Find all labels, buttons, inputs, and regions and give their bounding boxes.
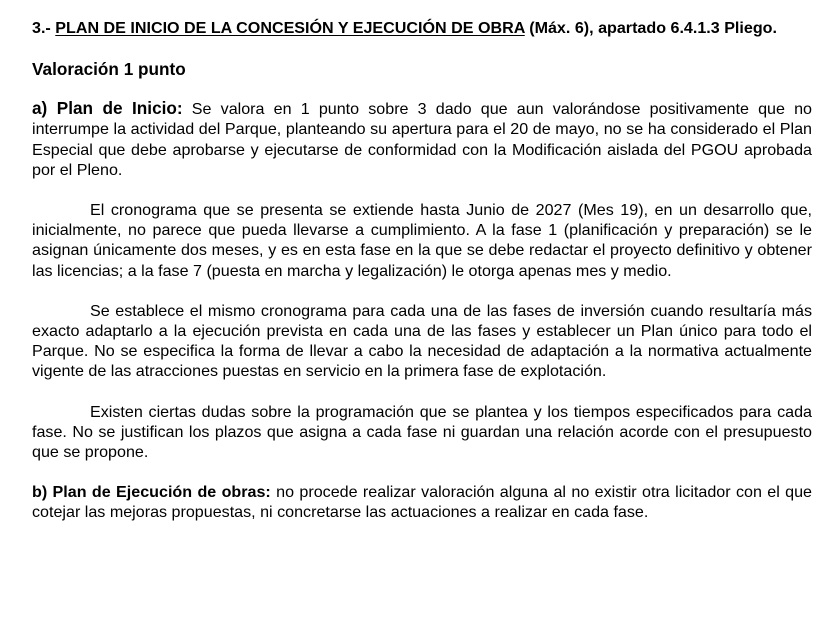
section-b-paragraph: [32, 482, 812, 522]
body-paragraph-cronograma: El cronograma que se presenta se extiende hasta Junio de 2027 (Mes 19), en un desarrollo que, inicialmente, no parece que pueda llevarse a cumplimiento. A la fase 1 (planificación y preparación) se le asignan únicamente dos meses, y es en esta fase en la que se debe redactar el proyecto definitivo y obtener las licencias; a la fase 7 (puesta en marcha y legalización) le otorga apenas mes y medio.: [32, 201, 812, 280]
section-b-text: no procede realizar valoración alguna al no existir otra licitador con el que cotejar las mejoras propuestas, ni concretarse las actuaciones a realizar en cada fase.: [32, 483, 813, 522]
section-b-label: b) Plan de Ejecución de obras:: [32, 483, 271, 502]
section-heading: [32, 18, 812, 38]
heading-suffix: (Máx. 6), apartado 6.4.1.3 Pliego.: [524, 19, 777, 37]
document-page: [32, 18, 812, 523]
section-a-label: a) Plan de Inicio:: [32, 98, 183, 119]
heading-title: PLAN DE INICIO DE LA CONCESIÓN Y EJECUCIÓN DE OBRA: [55, 19, 525, 37]
section-a-text: Se valora en 1 punto sobre 3 dado que aun valorándose positivamente que no interrumpe la actividad del Parque, planteando su apertura para el 20 de mayo, no se ha considerado el Plan Especial que debe aprobarse y ejecutarse de conformidad con la Modificación aislada del PGOU aprobada por el Pleno.: [32, 100, 812, 179]
body-paragraph-dudas: Existen ciertas dudas sobre la programación que se plantea y los tiempos especificados para cada fase. No se justifican los plazos que asigna a cada fase ni guardan una relación acorde con el presupuesto que se propone.: [32, 402, 812, 462]
section-a-paragraph: [32, 98, 812, 180]
heading-prefix: 3.-: [32, 19, 56, 37]
body-paragraph-fases: Se establece el mismo cronograma para cada una de las fases de inversión cuando resultaría más exacto adaptarlo a la ejecución prevista en cada una de las fases y establecer un Plan único para todo el Parque. No se especifica la forma de llevar a cabo la necesidad de adaptación a la normativa actualmente vigente de las atracciones puestas en servicio en la primera fase de explotación.: [32, 301, 812, 381]
valuation-title: Valoración 1 punto: [32, 59, 186, 80]
